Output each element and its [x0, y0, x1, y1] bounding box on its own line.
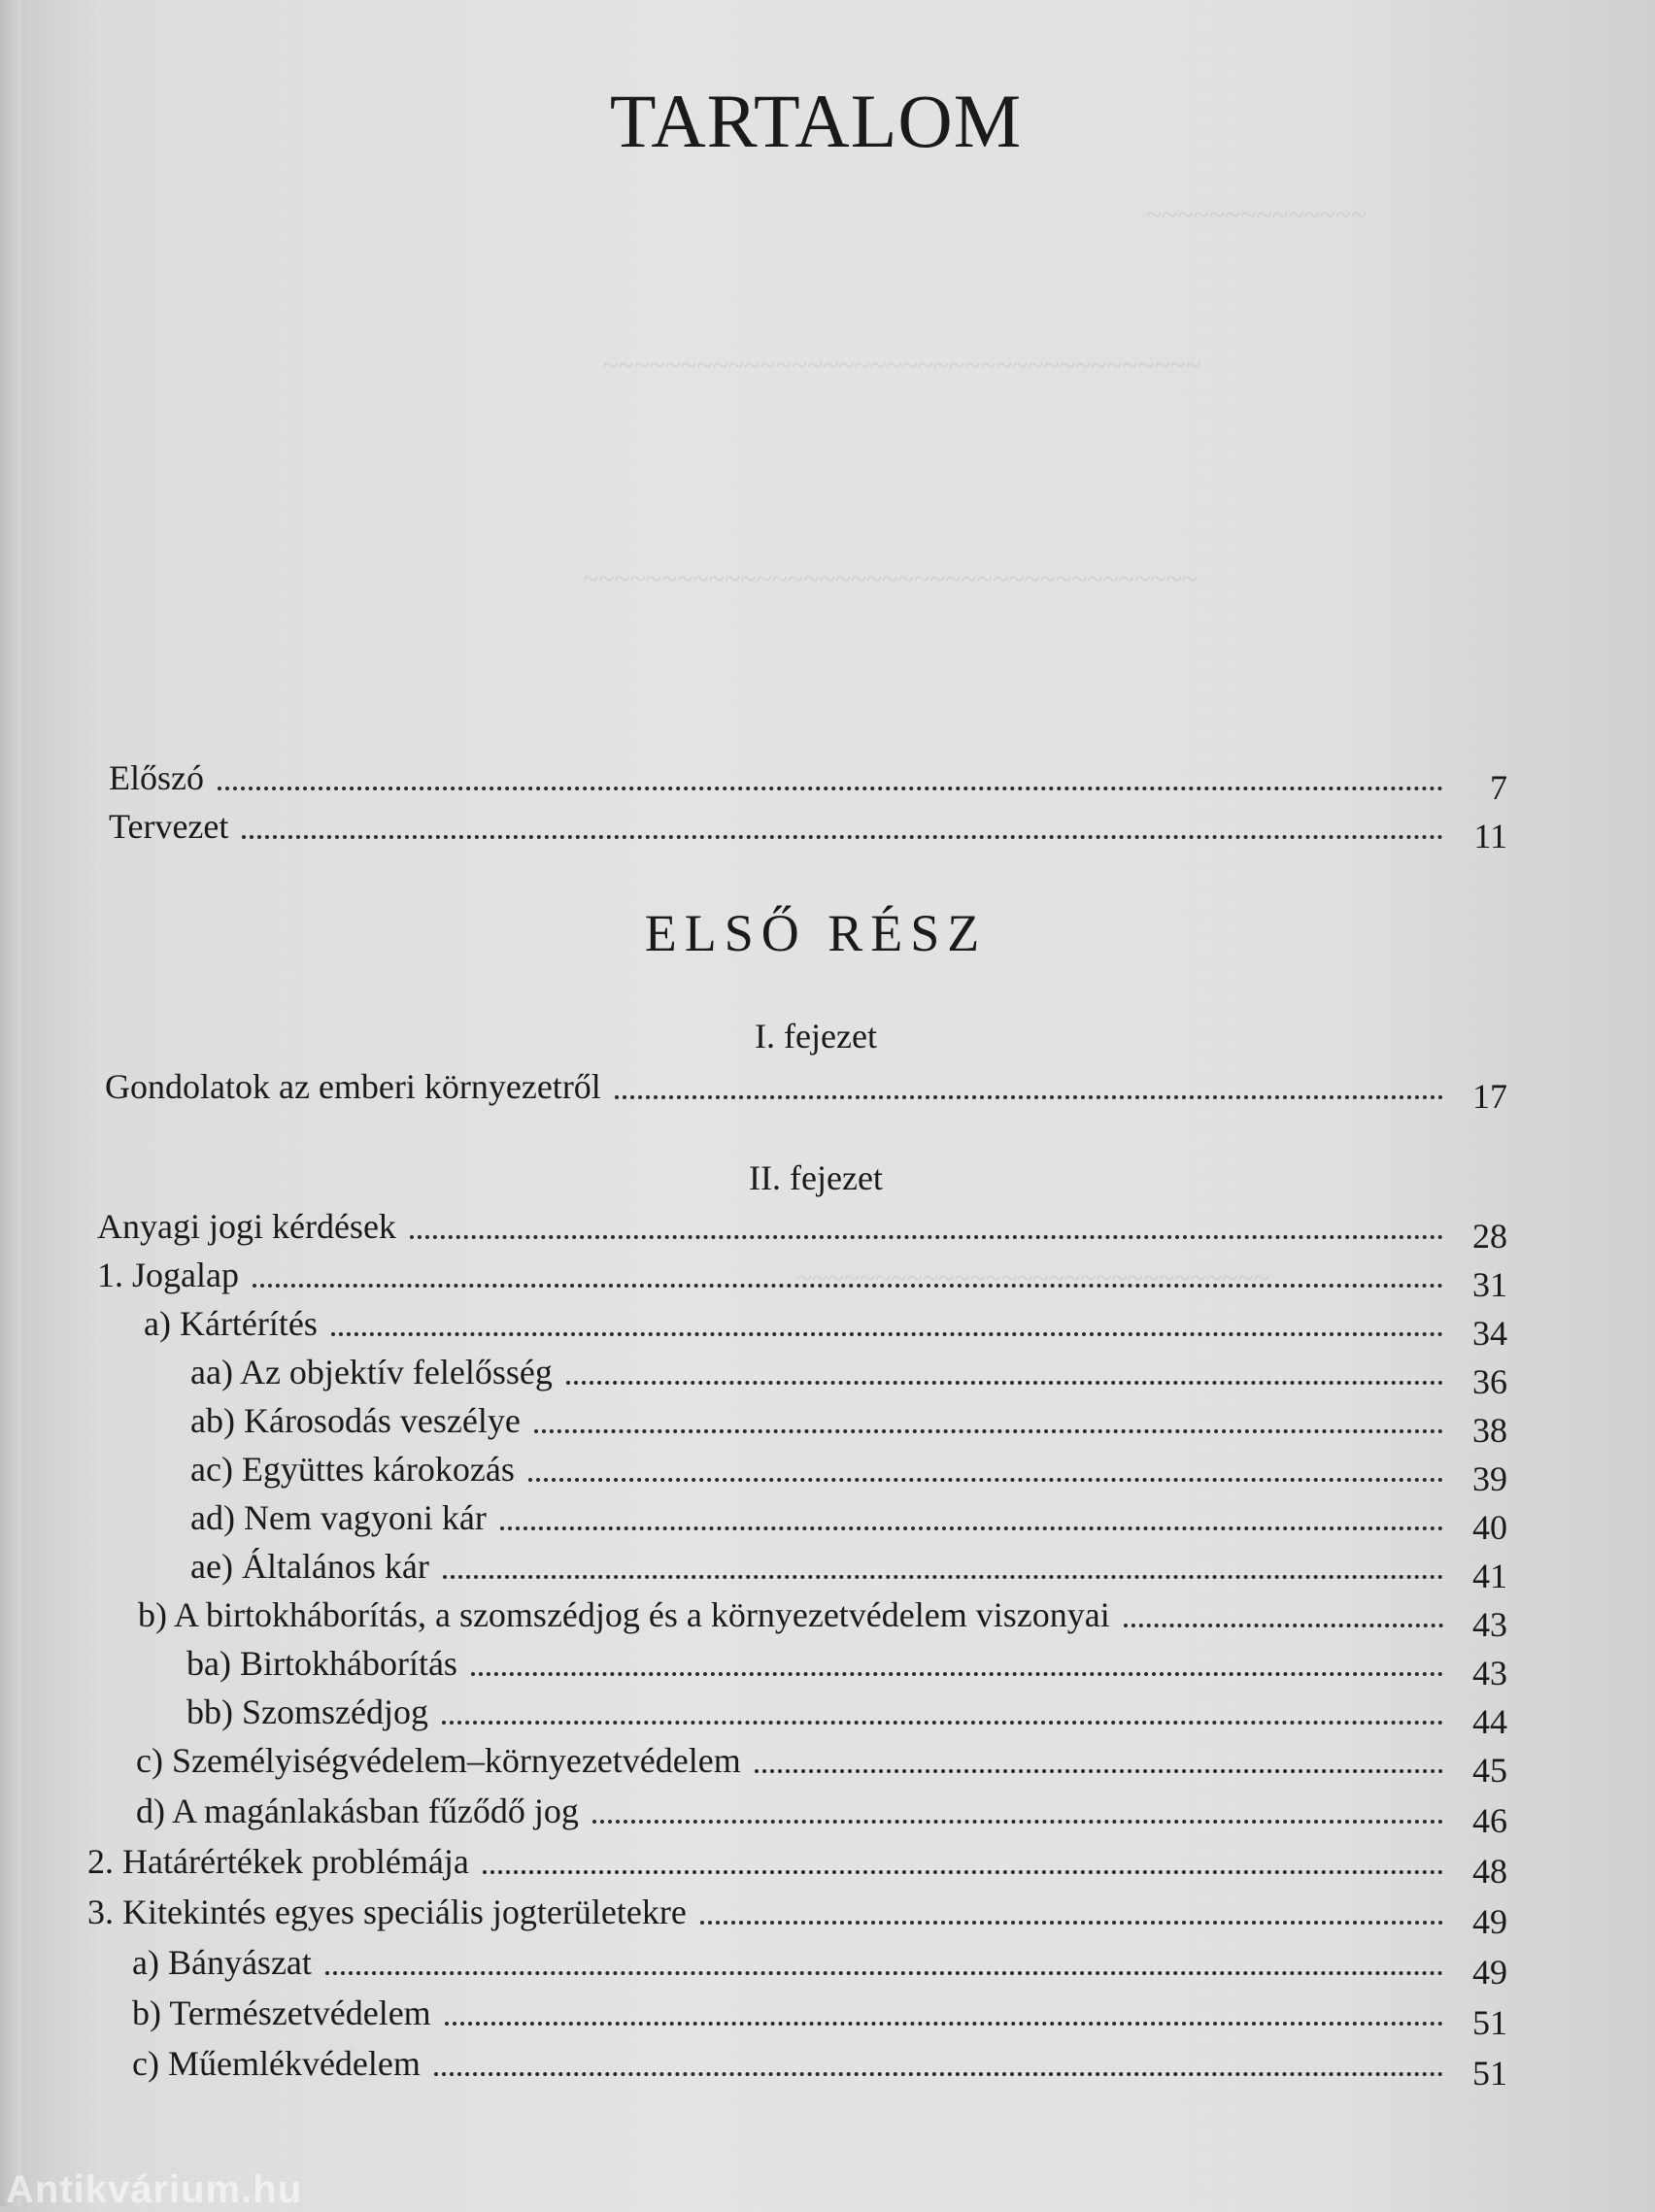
- toc-page-number: 51: [1472, 2054, 1507, 2093]
- toc-page-number: 7: [1490, 768, 1507, 807]
- toc-entry: [132, 2039, 1507, 2093]
- dot-leader: [253, 1284, 1443, 1288]
- toc-entry-label: 2. Határértékek problémája: [87, 1842, 469, 1881]
- toc-page-number: 39: [1472, 1459, 1507, 1498]
- toc-page-number: 44: [1472, 1702, 1507, 1741]
- toc-page-number: 17: [1472, 1077, 1507, 1116]
- toc-page-number: 11: [1473, 817, 1507, 855]
- dot-leader: [1124, 1624, 1443, 1627]
- toc-entry: [136, 1736, 1507, 1790]
- dot-leader: [410, 1235, 1443, 1239]
- chapter-heading: II. fejezet: [749, 1158, 883, 1197]
- page-edge: [0, 0, 21, 2206]
- dot-leader: [534, 1429, 1443, 1433]
- page-title: TARTALOM: [609, 79, 1023, 163]
- toc-page-number: 49: [1472, 1902, 1507, 1941]
- toc-entry: [87, 1837, 1507, 1891]
- part-heading: ELSŐ RÉSZ: [644, 904, 988, 962]
- dot-leader: [592, 1820, 1443, 1824]
- toc-entry-label: ac) Együttes károkozás: [190, 1450, 515, 1489]
- toc-page-number: 49: [1472, 1953, 1507, 1992]
- toc-entry-label: a) Kártérítés: [144, 1304, 318, 1343]
- toc-entry: [144, 1299, 1507, 1353]
- toc-page-number: 51: [1472, 2003, 1507, 2042]
- toc-entry: [190, 1542, 1507, 1595]
- toc-page-number: 41: [1472, 1557, 1507, 1595]
- chapter-heading: I. fejezet: [755, 1017, 877, 1056]
- toc-entry-label: ab) Károsodás veszélye: [190, 1401, 521, 1440]
- toc-page-number: 34: [1472, 1314, 1507, 1353]
- toc-entry: [97, 1202, 1507, 1256]
- toc-entry-label: aa) Az objektív felelősség: [190, 1353, 553, 1391]
- toc-entry-label: c) Személyiségvédelem–környezetvédelem: [136, 1741, 741, 1780]
- dot-leader: [218, 787, 1443, 790]
- dot-leader: [242, 835, 1443, 839]
- toc-entry-label: ba) Birtokháborítás: [186, 1644, 457, 1683]
- toc-entry: [186, 1639, 1507, 1693]
- toc-entry: [109, 802, 1507, 855]
- toc-entry-label: Előszó: [109, 758, 204, 797]
- dot-leader: [325, 1971, 1443, 1975]
- dot-leader: [500, 1526, 1443, 1530]
- toc-page-number: 45: [1472, 1751, 1507, 1790]
- toc-page-number: 43: [1472, 1654, 1507, 1693]
- toc-entry: [87, 1888, 1507, 1941]
- dot-leader: [331, 1332, 1443, 1336]
- toc-entry: [138, 1591, 1507, 1644]
- dot-leader: [528, 1478, 1443, 1482]
- dot-leader: [483, 1870, 1443, 1874]
- dot-leader: [442, 1721, 1443, 1725]
- toc-entry: [190, 1348, 1507, 1401]
- toc-entry-label: ad) Nem vagyoni kár: [190, 1498, 487, 1537]
- toc-entry: [105, 1062, 1507, 1116]
- toc-page-number: 48: [1472, 1852, 1507, 1891]
- toc-entry-label: Tervezet: [109, 807, 229, 846]
- toc-entry: [132, 1989, 1507, 2042]
- toc-page-number: 28: [1472, 1217, 1507, 1256]
- watermark: Antikvárium.hu: [6, 2168, 303, 2211]
- dot-leader: [445, 2022, 1443, 2026]
- toc-page-number: 43: [1472, 1605, 1507, 1644]
- toc-entry: [186, 1688, 1507, 1741]
- dot-leader: [615, 1095, 1443, 1099]
- toc-entry-label: a) Bányászat: [132, 1943, 312, 1982]
- bleed-through-text: ~~~~~~~~~~~~~~: [1146, 199, 1368, 231]
- dot-leader: [755, 1769, 1443, 1773]
- toc-entry-label: b) Természetvédelem: [132, 1994, 431, 2032]
- toc-entry-label: 1. Jogalap: [97, 1256, 239, 1294]
- toc-entry: [190, 1493, 1507, 1547]
- toc-entry: [136, 1787, 1507, 1840]
- toc-entry: [97, 1251, 1507, 1304]
- bleed-through-text: ~~~~~~~~~~~~~~~~~~~~~~~~~~~~~~: [796, 1262, 1269, 1294]
- toc-entry-label: 3. Kitekintés egyes speciális jogterületekre: [87, 1893, 687, 1931]
- toc-entry-label: Gondolatok az emberi környezetről: [105, 1067, 601, 1106]
- toc-entry: [109, 754, 1507, 807]
- toc-entry: [132, 1938, 1507, 1992]
- toc-entry: [190, 1396, 1507, 1450]
- toc-page-number: 36: [1472, 1362, 1507, 1401]
- toc-entry-label: b) A birtokháborítás, a szomszédjog és a környezetvédelem viszonyai: [138, 1595, 1110, 1634]
- dot-leader: [443, 1575, 1443, 1579]
- toc-page-number: 46: [1472, 1801, 1507, 1840]
- toc-entry: [190, 1445, 1507, 1498]
- dot-leader: [434, 2072, 1443, 2076]
- bleed-through-text: ~~~~~~~~~~~~~~~~~~~~~~~~~~~~~~~~~~~~~~~: [583, 563, 1198, 595]
- toc-entry-label: ae) Általános kár: [190, 1547, 429, 1586]
- toc-page-number: 31: [1472, 1265, 1507, 1304]
- toc-page-number: 38: [1472, 1411, 1507, 1450]
- dot-leader: [700, 1921, 1443, 1925]
- dot-leader: [471, 1672, 1443, 1676]
- toc-entry-label: bb) Szomszédjog: [186, 1693, 428, 1731]
- toc-entry-label: d) A magánlakásban fűződő jog: [136, 1792, 579, 1830]
- toc-entry-label: c) Műemlékvédelem: [132, 2044, 421, 2083]
- dot-leader: [566, 1381, 1443, 1385]
- bleed-through-text: ~~~~~~~~~~~~~~~~~~~~~~~~~~~~~~~~~~~~~~: [602, 350, 1201, 382]
- toc-page-number: 40: [1472, 1508, 1507, 1547]
- toc-entry-label: Anyagi jogi kérdések: [97, 1207, 396, 1246]
